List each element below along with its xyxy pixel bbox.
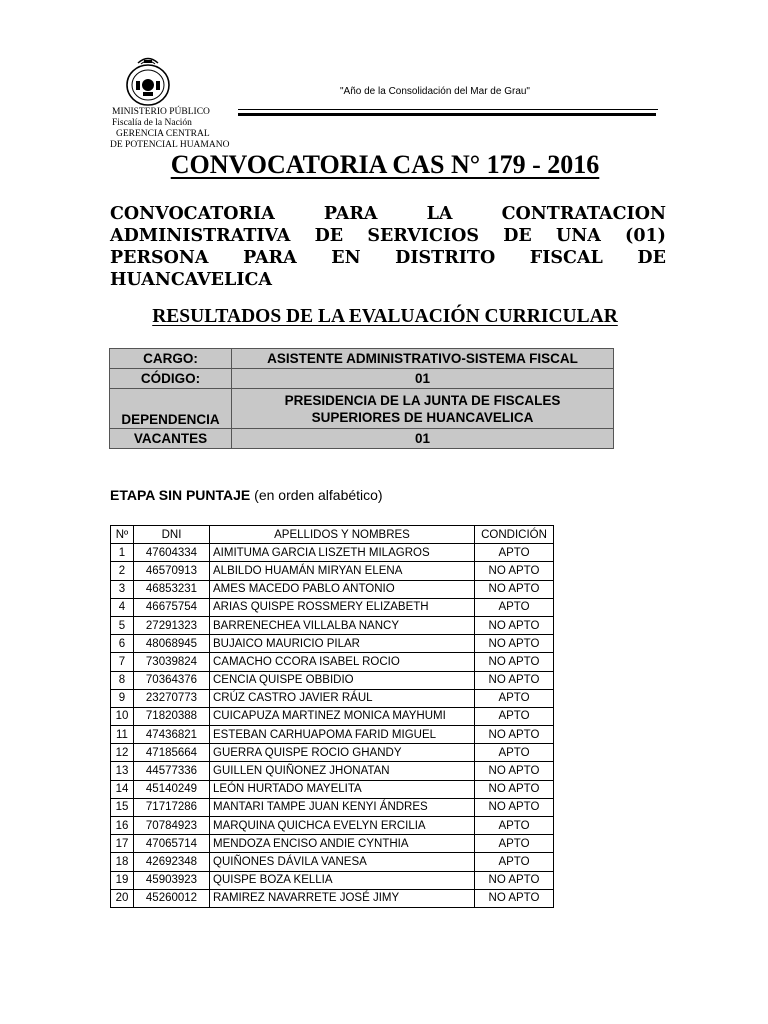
- ministerio-publico-seal: [124, 55, 172, 107]
- results-heading: RESULTADOS DE LA EVALUACIÓN CURRICULAR: [152, 306, 618, 327]
- row-number: 8: [111, 671, 134, 689]
- row-number: 2: [111, 562, 134, 580]
- row-condition: APTO: [475, 707, 554, 725]
- row-dni: 47065714: [134, 835, 210, 853]
- header-rule-thin: [238, 109, 658, 110]
- row-name: BUJAICO MAURICIO PILAR: [210, 635, 475, 653]
- word: FISCAL: [529, 248, 603, 268]
- row-name: CAMACHO CCORA ISABEL ROCIO: [210, 653, 475, 671]
- row-name: CENCIA QUISPE OBBIDIO: [210, 671, 475, 689]
- row-condition: NO APTO: [475, 580, 554, 598]
- cargo-value: ASISTENTE ADMINISTRATIVO-SISTEMA FISCAL: [232, 349, 614, 369]
- row-number: 10: [111, 707, 134, 725]
- row-dni: 46570913: [134, 562, 210, 580]
- row-number: 9: [111, 689, 134, 707]
- row-name: MARQUINA QUICHCA EVELYN ERCILIA: [210, 817, 475, 835]
- row-condition: APTO: [475, 835, 554, 853]
- cargo-label: CARGO:: [110, 349, 232, 369]
- row-condition: NO APTO: [475, 616, 554, 634]
- row-number: 20: [111, 889, 134, 907]
- row-dni: 73039824: [134, 653, 210, 671]
- info-row-codigo: [110, 369, 614, 389]
- row-dni: 48068945: [134, 635, 210, 653]
- row-condition: NO APTO: [475, 889, 554, 907]
- row-dni: 45140249: [134, 780, 210, 798]
- row-name: ARIAS QUISPE ROSSMERY ELIZABETH: [210, 598, 475, 616]
- row-condition: APTO: [475, 689, 554, 707]
- vacantes-value: 01: [232, 429, 614, 449]
- row-number: 18: [111, 853, 134, 871]
- word: CONVOCATORIA: [110, 204, 275, 224]
- word: PARA: [243, 248, 297, 268]
- header-dni: DNI: [134, 526, 210, 544]
- dependencia-value: [232, 389, 614, 429]
- call-description: [110, 203, 666, 291]
- row-dni: 71820388: [134, 707, 210, 725]
- row-condition: NO APTO: [475, 671, 554, 689]
- row-condition: APTO: [475, 544, 554, 562]
- row-condition: NO APTO: [475, 635, 554, 653]
- row-dni: 44577336: [134, 762, 210, 780]
- row-dni: 70784923: [134, 817, 210, 835]
- table-row: [111, 853, 554, 871]
- table-row: [111, 562, 554, 580]
- row-number: 13: [111, 762, 134, 780]
- table-row: [111, 726, 554, 744]
- row-number: 11: [111, 726, 134, 744]
- row-number: 4: [111, 598, 134, 616]
- stage-label-bold: ETAPA SIN PUNTAJE: [110, 487, 251, 503]
- row-condition: APTO: [475, 817, 554, 835]
- stage-label: [110, 487, 383, 503]
- year-motto: "Año de la Consolidación del Mar de Grau": [340, 86, 530, 97]
- row-number: 17: [111, 835, 134, 853]
- dependencia-value-line-2: SUPERIORES DE HUANCAVELICA: [311, 409, 534, 425]
- row-name: GUILLEN QUIÑONEZ JHONATAN: [210, 762, 475, 780]
- stage-label-rest: (en orden alfabético): [250, 487, 383, 503]
- codigo-label: CÓDIGO:: [110, 369, 232, 389]
- table-row: [111, 798, 554, 816]
- row-number: 15: [111, 798, 134, 816]
- table-row: [111, 598, 554, 616]
- row-name: GUERRA QUISPE ROCIO GHANDY: [210, 744, 475, 762]
- results-table-header: [111, 526, 554, 544]
- results-table: [110, 525, 554, 908]
- row-name: MANTARI TAMPE JUAN KENYI ÁNDRES: [210, 798, 475, 816]
- document-title: CONVOCATORIA CAS N° 179 - 2016: [170, 150, 600, 179]
- institution-block: [100, 107, 242, 151]
- table-row: [111, 653, 554, 671]
- table-row: [111, 689, 554, 707]
- word: DE: [637, 248, 666, 268]
- info-row-cargo: [110, 349, 614, 369]
- word: ADMINISTRATIVA: [110, 226, 291, 246]
- institution-line-2: Fiscalía de la Nación: [112, 118, 192, 128]
- row-name: AMES MACEDO PABLO ANTONIO: [210, 580, 475, 598]
- row-condition: APTO: [475, 598, 554, 616]
- word: UNA: [555, 226, 601, 246]
- institution-line-1: MINISTERIO PÚBLICO: [112, 107, 210, 117]
- row-name: LEÓN HURTADO MAYELITA: [210, 780, 475, 798]
- table-row: [111, 707, 554, 725]
- row-dni: 71717286: [134, 798, 210, 816]
- row-dni: 45903923: [134, 871, 210, 889]
- institution-line-4: DE POTENCIAL HUAMANO: [110, 140, 230, 150]
- table-row: [111, 889, 554, 907]
- word: PARA: [323, 204, 378, 224]
- table-row: [111, 671, 554, 689]
- word: DE: [503, 226, 532, 246]
- row-dni: 70364376: [134, 671, 210, 689]
- table-row: [111, 762, 554, 780]
- row-condition: NO APTO: [475, 798, 554, 816]
- row-name: CRÚZ CASTRO JAVIER RÁUL: [210, 689, 475, 707]
- word: LA: [426, 204, 453, 224]
- row-condition: APTO: [475, 744, 554, 762]
- row-dni: 47436821: [134, 726, 210, 744]
- row-condition: NO APTO: [475, 653, 554, 671]
- row-dni: 47604334: [134, 544, 210, 562]
- codigo-value: 01: [232, 369, 614, 389]
- call-description-line-4: HUANCAVELICA: [110, 270, 272, 290]
- call-description-line-3: [110, 247, 666, 269]
- row-name: MENDOZA ENCISO ANDIE CYNTHIA: [210, 835, 475, 853]
- row-name: BARRENECHEA VILLALBA NANCY: [210, 616, 475, 634]
- word: SERVICIOS: [367, 226, 479, 246]
- table-row: [111, 780, 554, 798]
- row-number: 1: [111, 544, 134, 562]
- table-row: [111, 835, 554, 853]
- word: DE: [314, 226, 344, 246]
- table-row: [111, 580, 554, 598]
- row-condition: NO APTO: [475, 871, 554, 889]
- table-row: [111, 616, 554, 634]
- row-number: 3: [111, 580, 134, 598]
- info-row-vacantes: [110, 429, 614, 449]
- row-condition: NO APTO: [475, 780, 554, 798]
- table-row: [111, 744, 554, 762]
- header-condition: CONDICIÓN: [475, 526, 554, 544]
- row-number: 7: [111, 653, 134, 671]
- row-name: ALBILDO HUAMÁN MIRYAN ELENA: [210, 562, 475, 580]
- table-row: [111, 817, 554, 835]
- row-dni: 46853231: [134, 580, 210, 598]
- row-number: 6: [111, 635, 134, 653]
- row-number: 5: [111, 616, 134, 634]
- table-row: [111, 635, 554, 653]
- word: CONTRATACION: [501, 204, 666, 224]
- row-name: AIMITUMA GARCIA LISZETH MILAGROS: [210, 544, 475, 562]
- row-name: QUISPE BOZA KELLIA: [210, 871, 475, 889]
- results-table-body: [111, 544, 554, 908]
- row-condition: NO APTO: [475, 762, 554, 780]
- row-dni: 47185664: [134, 744, 210, 762]
- row-dni: 23270773: [134, 689, 210, 707]
- row-dni: 46675754: [134, 598, 210, 616]
- header-name: APELLIDOS Y NOMBRES: [210, 526, 475, 544]
- word: DISTRITO: [395, 248, 496, 268]
- row-name: CUICAPUZA MARTINEZ MONICA MAYHUMI: [210, 707, 475, 725]
- word: EN: [331, 248, 361, 268]
- position-info-table: [109, 348, 614, 449]
- row-dni: 45260012: [134, 889, 210, 907]
- row-number: 19: [111, 871, 134, 889]
- dependencia-label: DEPENDENCIA: [110, 389, 232, 429]
- call-description-line-2: [110, 225, 666, 247]
- table-row: [111, 544, 554, 562]
- table-row: [111, 871, 554, 889]
- row-condition: APTO: [475, 853, 554, 871]
- word: PERSONA: [110, 248, 209, 268]
- row-dni: 42692348: [134, 853, 210, 871]
- info-row-dependencia: [110, 389, 614, 429]
- institution-line-3: GERENCIA CENTRAL: [116, 129, 210, 139]
- row-condition: NO APTO: [475, 562, 554, 580]
- row-number: 16: [111, 817, 134, 835]
- word: (01): [625, 226, 666, 246]
- row-condition: NO APTO: [475, 726, 554, 744]
- dependencia-value-line-1: PRESIDENCIA DE LA JUNTA DE FISCALES: [284, 392, 561, 408]
- call-description-line-1: [110, 203, 666, 225]
- header-number: Nº: [111, 526, 134, 544]
- vacantes-label: VACANTES: [110, 429, 232, 449]
- row-name: ESTEBAN CARHUAPOMA FARID MIGUEL: [210, 726, 475, 744]
- row-number: 14: [111, 780, 134, 798]
- row-dni: 27291323: [134, 616, 210, 634]
- row-name: RAMIREZ NAVARRETE JOSÉ JIMY: [210, 889, 475, 907]
- row-name: QUIÑONES DÁVILA VANESA: [210, 853, 475, 871]
- row-number: 12: [111, 744, 134, 762]
- header-rule-thick: [238, 113, 656, 116]
